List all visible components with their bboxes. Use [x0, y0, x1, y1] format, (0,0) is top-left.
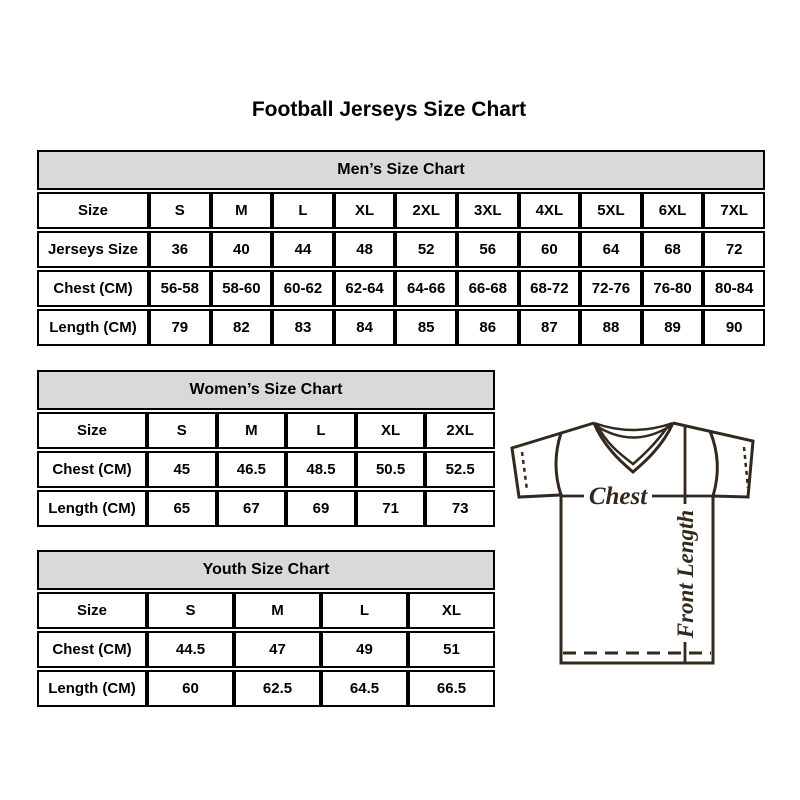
- value-cell: 89: [642, 309, 704, 346]
- value-cell: 88: [580, 309, 642, 346]
- value-cell: 67: [217, 490, 287, 527]
- table-row: [37, 451, 495, 488]
- mens-table-title: Men’s Size Chart: [37, 150, 765, 190]
- page-title: Football Jerseys Size Chart: [251, 98, 527, 121]
- row-label-cell: Size: [37, 192, 149, 229]
- value-cell: S: [147, 412, 217, 449]
- table-row: [37, 490, 495, 527]
- womens-table-title: Women’s Size Chart: [37, 370, 495, 410]
- value-cell: 60-62: [272, 270, 334, 307]
- table-row: [37, 412, 495, 449]
- value-cell: 68: [642, 231, 704, 268]
- value-cell: S: [149, 192, 211, 229]
- value-cell: 84: [334, 309, 396, 346]
- row-label-cell: Jerseys Size: [37, 231, 149, 268]
- value-cell: 52.5: [425, 451, 495, 488]
- table-row: [37, 670, 495, 707]
- value-cell: M: [211, 192, 273, 229]
- value-cell: 48: [334, 231, 396, 268]
- value-cell: L: [321, 592, 408, 629]
- youth-table-title: Youth Size Chart: [37, 550, 495, 590]
- table-row: [37, 270, 765, 307]
- value-cell: 66.5: [408, 670, 495, 707]
- mens-size-table: [37, 148, 765, 348]
- youth-size-table: [37, 548, 495, 709]
- value-cell: 40: [211, 231, 273, 268]
- value-cell: 86: [457, 309, 519, 346]
- value-cell: 50.5: [356, 451, 426, 488]
- value-cell: 4XL: [519, 192, 581, 229]
- value-cell: 3XL: [457, 192, 519, 229]
- value-cell: 68-72: [519, 270, 581, 307]
- value-cell: 72-76: [580, 270, 642, 307]
- value-cell: 80-84: [703, 270, 765, 307]
- value-cell: 73: [425, 490, 495, 527]
- value-cell: 60: [147, 670, 234, 707]
- value-cell: 66-68: [457, 270, 519, 307]
- value-cell: 49: [321, 631, 408, 668]
- value-cell: 71: [356, 490, 426, 527]
- value-cell: 44: [272, 231, 334, 268]
- value-cell: 46.5: [217, 451, 287, 488]
- value-cell: 64: [580, 231, 642, 268]
- table-row: [37, 192, 765, 229]
- value-cell: 87: [519, 309, 581, 346]
- table-row: [37, 592, 495, 629]
- table-row: [37, 309, 765, 346]
- value-cell: 48.5: [286, 451, 356, 488]
- value-cell: 69: [286, 490, 356, 527]
- value-cell: 44.5: [147, 631, 234, 668]
- value-cell: L: [286, 412, 356, 449]
- value-cell: 45: [147, 451, 217, 488]
- value-cell: XL: [408, 592, 495, 629]
- value-cell: M: [234, 592, 321, 629]
- value-cell: 85: [395, 309, 457, 346]
- jersey-measurement-diagram: [505, 390, 775, 680]
- row-label-cell: Length (CM): [37, 670, 147, 707]
- value-cell: 65: [147, 490, 217, 527]
- value-cell: 5XL: [580, 192, 642, 229]
- row-label-cell: Chest (CM): [37, 631, 147, 668]
- left-armhole-seam: [556, 433, 561, 495]
- value-cell: 36: [149, 231, 211, 268]
- value-cell: 79: [149, 309, 211, 346]
- value-cell: 7XL: [703, 192, 765, 229]
- row-label-cell: Chest (CM): [37, 270, 149, 307]
- value-cell: 64.5: [321, 670, 408, 707]
- row-label-cell: Length (CM): [37, 490, 147, 527]
- value-cell: 82: [211, 309, 273, 346]
- value-cell: 90: [703, 309, 765, 346]
- front-length-label: Front Length: [673, 509, 698, 639]
- value-cell: XL: [334, 192, 396, 229]
- value-cell: 76-80: [642, 270, 704, 307]
- row-label-cell: Chest (CM): [37, 451, 147, 488]
- value-cell: 47: [234, 631, 321, 668]
- value-cell: 56: [457, 231, 519, 268]
- table-row: [37, 631, 495, 668]
- row-label-cell: Length (CM): [37, 309, 149, 346]
- value-cell: 62.5: [234, 670, 321, 707]
- table-row: [37, 231, 765, 268]
- value-cell: 2XL: [425, 412, 495, 449]
- value-cell: 2XL: [395, 192, 457, 229]
- value-cell: 52: [395, 231, 457, 268]
- right-cuff-dashed-line: [744, 447, 748, 488]
- left-cuff-dashed-line: [522, 452, 527, 490]
- value-cell: 83: [272, 309, 334, 346]
- value-cell: L: [272, 192, 334, 229]
- value-cell: XL: [356, 412, 426, 449]
- collar-top-arc: [594, 423, 673, 430]
- value-cell: 62-64: [334, 270, 396, 307]
- value-cell: 64-66: [395, 270, 457, 307]
- right-armhole-seam: [710, 431, 717, 496]
- value-cell: 58-60: [211, 270, 273, 307]
- value-cell: 56-58: [149, 270, 211, 307]
- row-label-cell: Size: [37, 412, 147, 449]
- value-cell: M: [217, 412, 287, 449]
- value-cell: S: [147, 592, 234, 629]
- womens-size-table: [37, 368, 495, 529]
- value-cell: 60: [519, 231, 581, 268]
- value-cell: 6XL: [642, 192, 704, 229]
- row-label-cell: Size: [37, 592, 147, 629]
- value-cell: 51: [408, 631, 495, 668]
- value-cell: 72: [703, 231, 765, 268]
- chest-label: Chest: [588, 483, 648, 510]
